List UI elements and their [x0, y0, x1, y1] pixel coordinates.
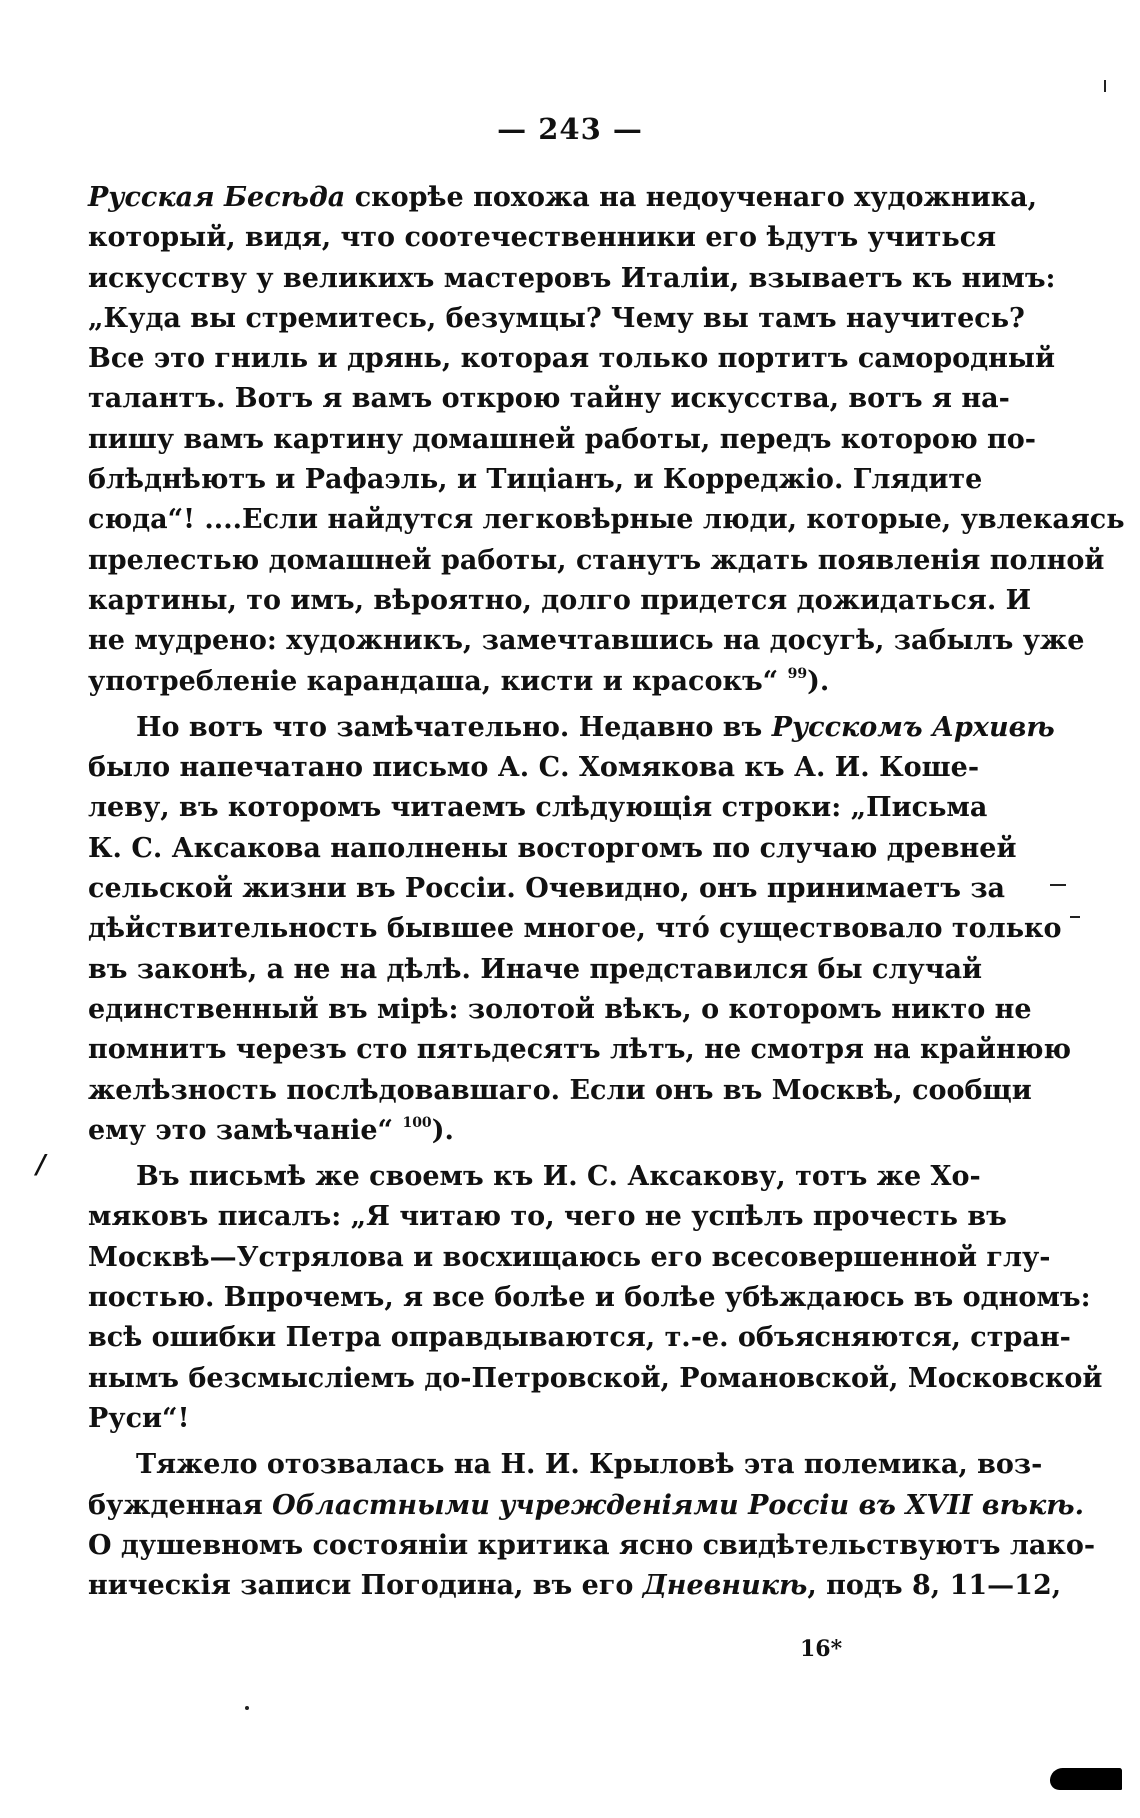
text-line: [88, 1445, 1043, 1485]
text-span: Но вотъ что замѣчательно. Недавно въ: [136, 711, 772, 743]
text-span: , подъ 8, 11—12,: [807, 1570, 1062, 1602]
text-line: [88, 1318, 1071, 1358]
text-span: въ законѣ, а не на дѣлѣ. Иначе представился бы случай: [88, 953, 983, 985]
text-span: Все это гниль и дрянь, которая только портитъ самородный: [88, 343, 1056, 375]
text-line: [88, 1278, 1091, 1318]
text-span: ).: [431, 1114, 454, 1146]
text-line: [88, 1197, 1007, 1237]
text-line: [88, 621, 1085, 661]
text-span: не мудрено: художникъ, замечтавшись на досугѣ, забылъ уже: [88, 625, 1085, 657]
text-span: талантъ. Вотъ я вамъ открою тайну искусства, вотъ я на-: [88, 383, 1010, 415]
text-line: [88, 748, 980, 788]
text-span: дѣйствительность бывшее многое, чтó существовало только: [88, 913, 1062, 945]
text-line: [88, 1399, 918, 1439]
text-span: который, видя, что соотечественники его ѣдутъ учиться: [88, 222, 997, 254]
text-span: желѣзность послѣдовавшаго. Если онъ въ Москвѣ, сообщи: [88, 1074, 1032, 1106]
text-span: ему это замѣчаніе“: [88, 1114, 403, 1146]
text-line: [88, 581, 1032, 621]
text-span: блѣднѣютъ и Рафаэль, и Тиціанъ, и Корреджіо. Глядите: [88, 464, 983, 496]
footnote-ref: 99: [787, 665, 808, 682]
text-span: пишу вамъ картину домашней работы, передъ которою по-: [88, 423, 1037, 455]
text-line: [88, 869, 1006, 909]
text-span: мяковъ писалъ: „Я читаю то, чего не успѣлъ прочесть въ: [88, 1201, 1007, 1233]
margin-dash-2: [1070, 916, 1080, 918]
margin-dash-1: [1050, 884, 1066, 886]
italic-title: Русская Бесѣда: [88, 182, 346, 213]
text-span: картины, то имъ, вѣроятно, долго придется дожидаться. И: [88, 584, 1032, 616]
text-span: ).: [807, 665, 830, 697]
text-line: [88, 1238, 1051, 1278]
text-span: бужденная: [88, 1489, 273, 1521]
text-line: [88, 541, 1105, 581]
text-span: „Куда вы стремитесь, безумцы? Чему вы тамъ научитесь?: [88, 302, 1025, 334]
text-line: [88, 259, 1056, 299]
text-line: [88, 1030, 1072, 1070]
speck-1: [245, 1706, 249, 1710]
text-line: [88, 909, 1062, 949]
text-span: Москвѣ—Устрялова и восхищаюсь его всесовершенной глу-: [88, 1241, 1051, 1273]
ink-blot: [1050, 1768, 1122, 1790]
text-line: [88, 788, 988, 828]
text-span: ническія записи Погодина, въ его: [88, 1570, 643, 1602]
text-span: нымъ безсмысліемъ до-Петровской, Романовской, Московской: [88, 1362, 1103, 1394]
text-span: Тяжело отозвалась на Н. И. Крыловѣ эта полемика, воз-: [136, 1449, 1043, 1481]
text-span: постью. Впрочемъ, я все болѣе и болѣе убѣждаюсь въ одномъ:: [88, 1282, 1091, 1314]
text-line: [88, 178, 1037, 218]
text-span: искусству у великихъ мастеровъ Италіи, взываетъ къ нимъ:: [88, 262, 1056, 294]
italic-title: Областными учрежденіями Россіи въ XVII вѣкѣ.: [272, 1489, 1084, 1521]
page-number: — 243 —: [497, 112, 643, 146]
text-span: было напечатано письмо А. С. Хомякова къ А. И. Коше-: [88, 752, 980, 784]
text-line: [88, 218, 997, 258]
text-span: Руси“!: [88, 1402, 190, 1434]
text-span: О душевномъ состояніи критика ясно свидѣтельствуютъ лако-: [88, 1529, 1096, 1561]
text-line: [88, 379, 1010, 419]
text-span: употребленіе карандаша, кисти и красокъ“: [88, 665, 788, 697]
text-line: [88, 990, 1032, 1030]
text-span: Въ письмѣ же своемъ къ И. С. Аксакову, тотъ же Хо-: [136, 1161, 981, 1193]
text-line: [88, 708, 1055, 748]
margin-mark: /: [36, 1150, 46, 1180]
signature-mark: 16*: [800, 1636, 843, 1662]
text-span: леву, въ которомъ читаемъ слѣдующія строки: „Письма: [88, 792, 988, 824]
text-line: [88, 1071, 1032, 1111]
footnote-ref: 100: [402, 1114, 432, 1131]
body-text: [88, 178, 1125, 1606]
text-line: [88, 1486, 1084, 1526]
margin-tick-1: [1104, 80, 1106, 92]
text-span: сельской жизни въ Россіи. Очевидно, онъ принимаетъ за: [88, 873, 1006, 905]
text-line: [88, 460, 983, 500]
text-span: скорѣе похожа на недоученаго художника,: [345, 182, 1037, 213]
text-line: [88, 950, 983, 990]
italic-title: Дневникѣ: [642, 1570, 808, 1602]
text-line: [88, 1566, 1062, 1606]
text-line: [88, 420, 1037, 460]
text-span: сюда“! ....Если найдутся легковѣрные люди, которые, увлекаясь: [88, 504, 1125, 536]
text-line: [88, 829, 1017, 869]
text-span: К. С. Аксакова наполнены восторгомъ по случаю древней: [88, 832, 1017, 864]
text-line: [88, 1359, 1103, 1399]
text-line: [88, 1157, 981, 1197]
text-span: помнитъ черезъ сто пятьдесятъ лѣтъ, не смотря на крайнюю: [88, 1034, 1072, 1066]
text-span: всѣ ошибки Петра оправдываются, т.-е. объясняются, стран-: [88, 1322, 1071, 1354]
text-span: прелестью домашней работы, станутъ ждать появленія полной: [88, 544, 1105, 576]
text-span: единственный въ мірѣ: золотой вѣкъ, о которомъ никто не: [88, 993, 1032, 1025]
text-line: [88, 1111, 918, 1151]
italic-title: Русскомъ Архивѣ: [771, 711, 1055, 743]
text-line: [88, 339, 1056, 379]
text-line: [88, 1526, 1096, 1566]
text-line: [88, 500, 1125, 540]
text-line: [88, 662, 918, 702]
text-line: [88, 299, 1025, 339]
